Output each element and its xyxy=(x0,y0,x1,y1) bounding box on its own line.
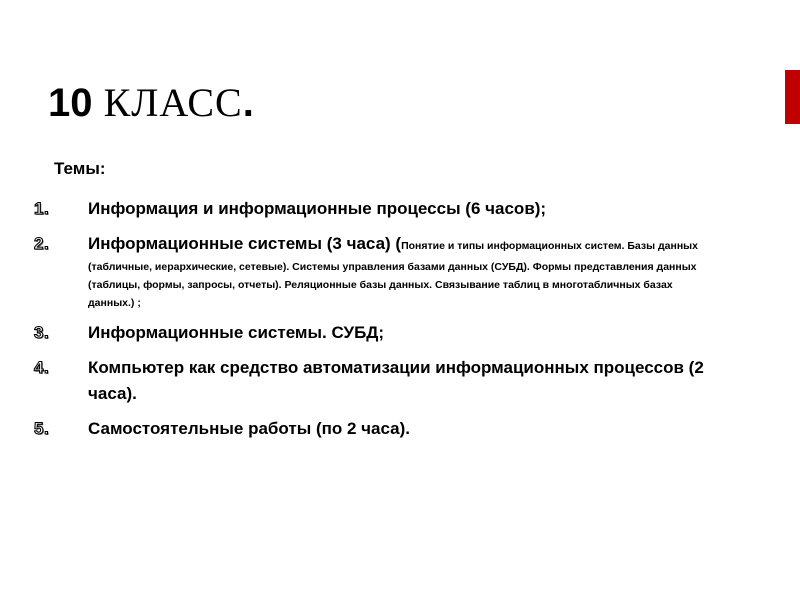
topic-number: 4. xyxy=(34,358,50,377)
accent-bar xyxy=(785,70,800,124)
title-dot: . xyxy=(242,81,254,125)
topic-number: 1. xyxy=(34,199,50,218)
topic-number: 5. xyxy=(34,419,50,438)
topic-text: Самостоятельные работы (по 2 часа). xyxy=(88,419,410,438)
topic-text: Компьютер как средство автоматизации информационных процессов (2 часа). xyxy=(88,358,704,403)
title-number: 10 xyxy=(48,81,93,125)
title-word: КЛАСС xyxy=(103,80,243,125)
topic-item-3 xyxy=(34,320,714,346)
topic-item-2 xyxy=(34,231,714,311)
themes-label: Темы: xyxy=(54,159,106,178)
topic-item-1 xyxy=(34,196,714,222)
topic-number: 2. xyxy=(34,234,50,253)
topic-item-5 xyxy=(34,416,714,442)
topic-detail-text: Понятие и типы информационных систем. Базы данных (табличные, иерархические, сетевые). Системы управления базами данных (СУБД). Формы представления данных (таблицы, формы, запросы, отчеты). Реляционные базы данных. Связывание таблиц в многотабличных базах данных.) ; xyxy=(88,240,698,309)
topic-text: Информационные системы. СУБД; xyxy=(88,323,385,342)
topic-main-text: Информационные системы (3 часа) ( xyxy=(88,234,402,253)
topic-item-4 xyxy=(34,355,714,407)
topic-text: Информация и информационные процессы (6 часов); xyxy=(88,199,547,218)
slide-title xyxy=(48,78,254,128)
topic-text xyxy=(88,231,714,311)
topic-list xyxy=(34,196,714,451)
topic-number: 3. xyxy=(34,323,50,342)
